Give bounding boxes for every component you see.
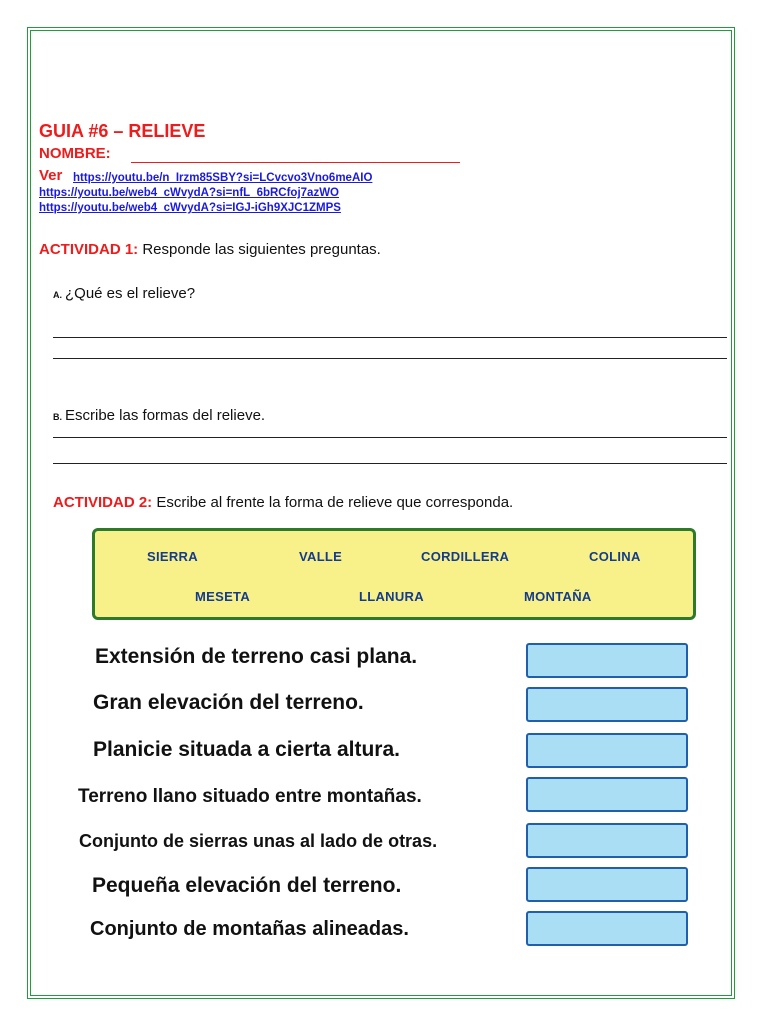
word-montana: MONTAÑA bbox=[524, 589, 592, 604]
name-field[interactable] bbox=[131, 162, 460, 163]
video-link-3[interactable]: https://youtu.be/web4_cWvydA?si=IGJ-iGh9XJC1ZMPS bbox=[39, 202, 341, 214]
answer-box-3[interactable] bbox=[526, 733, 688, 768]
answer-box-6[interactable] bbox=[526, 867, 688, 902]
word-cordillera: CORDILLERA bbox=[421, 549, 510, 564]
activity-1-instruction: Responde las siguientes preguntas. bbox=[142, 241, 381, 258]
activity-1-heading bbox=[39, 241, 381, 258]
question-a-letter: A. bbox=[53, 290, 62, 300]
word-meseta: MESETA bbox=[195, 589, 251, 604]
answer-box-4[interactable] bbox=[526, 777, 688, 812]
activity-2-heading bbox=[53, 494, 513, 511]
word-sierra: SIERRA bbox=[147, 549, 198, 564]
answer-box-1[interactable] bbox=[526, 643, 688, 678]
answer-box-2[interactable] bbox=[526, 687, 688, 722]
question-b-letter: B. bbox=[53, 412, 62, 422]
definition-6: Pequeña elevación del terreno. bbox=[92, 874, 402, 897]
activity-2-instruction: Escribe al frente la forma de relieve que corresponda. bbox=[156, 494, 514, 511]
question-a-text: ¿Qué es el relieve? bbox=[65, 285, 196, 302]
definition-7: Conjunto de montañas alineadas. bbox=[90, 918, 409, 940]
answer-line-a-1[interactable] bbox=[53, 337, 727, 338]
word-llanura: LLANURA bbox=[359, 589, 424, 604]
see-label: Ver bbox=[39, 167, 63, 184]
question-b-text: Escribe las formas del relieve. bbox=[65, 407, 266, 424]
answer-line-a-2[interactable] bbox=[53, 358, 727, 359]
answer-box-7[interactable] bbox=[526, 911, 688, 946]
definition-1: Extensión de terreno casi plana. bbox=[95, 645, 418, 668]
definition-5: Conjunto de sierras unas al lado de otras. bbox=[79, 831, 438, 851]
question-b bbox=[53, 407, 265, 424]
definition-2: Gran elevación del terreno. bbox=[93, 691, 364, 714]
word-bank bbox=[92, 528, 696, 620]
video-link-2[interactable]: https://youtu.be/web4_cWvydA?si=nfL_6bRCfoj7azWO bbox=[39, 187, 339, 199]
answer-box-5[interactable] bbox=[526, 823, 688, 858]
activity-2-label: ACTIVIDAD 2: bbox=[53, 494, 153, 511]
answer-line-b-2[interactable] bbox=[53, 463, 727, 464]
definition-4: Terreno llano situado entre montañas. bbox=[78, 786, 422, 807]
name-label: NOMBRE: bbox=[39, 145, 111, 162]
activity-1-label: ACTIVIDAD 1: bbox=[39, 241, 139, 258]
guide-title: GUIA #6 – RELIEVE bbox=[39, 121, 206, 141]
question-a bbox=[53, 285, 195, 302]
definition-3: Planicie situada a cierta altura. bbox=[93, 738, 400, 761]
answer-line-b-1[interactable] bbox=[53, 437, 727, 438]
word-valle: VALLE bbox=[299, 549, 343, 564]
word-colina: COLINA bbox=[589, 549, 641, 564]
video-link-1[interactable]: https://youtu.be/n_Irzm85SBY?si=LCvcvo3Vno6meAIO bbox=[73, 172, 373, 184]
